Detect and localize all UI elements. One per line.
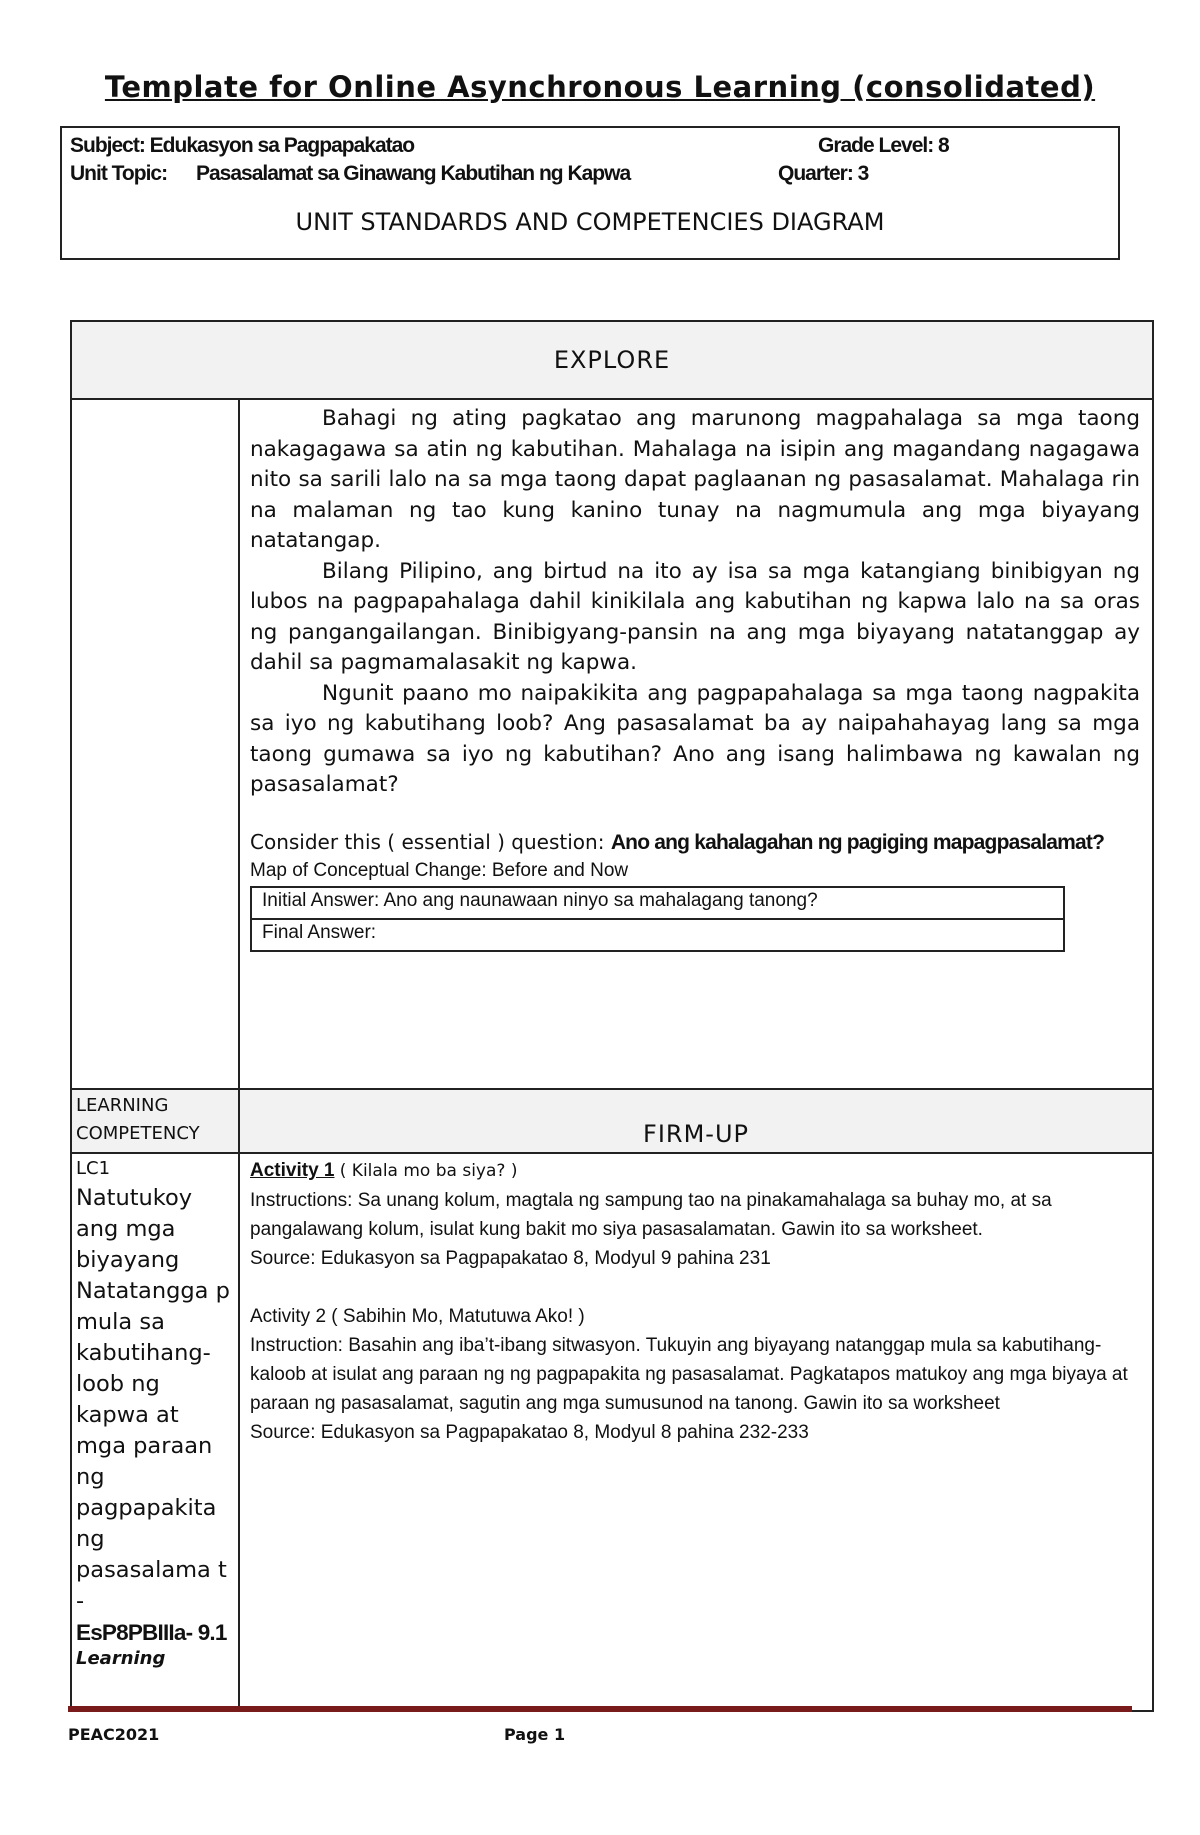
header-box (60, 126, 1120, 260)
activity-2-source: Source: Edukasyon sa Pagpapakatao 8, Modyul 8 pahina 232-233 (250, 1422, 809, 1443)
document-title: Template for Online Asynchronous Learning (consolidated) (104, 70, 1096, 104)
activity-1-heading (250, 1156, 1142, 1186)
firm-up-heading: FIRM-UP (239, 1089, 1153, 1153)
explore-paragraph-2: Bilang Pilipino, ang birtud na ito ay isa sa mga katangiang binibigyan ng lubos na pagpapahalaga dahil kinikilala ang kabutihan ng kapwa lalo na sa oras ng pangangailangan. Binibigyang-pansin na ang mga biyayang natatanggap ay dahil sa pagmamalasakit ng kapwa. (250, 558, 1140, 675)
footer-label: PEAC2021 (68, 1725, 160, 1744)
answer-table (250, 886, 1065, 952)
activity-1-title: Activity 1 (250, 1160, 335, 1181)
lc-code: EsP8PBIIIa- 9.1 (76, 1620, 227, 1645)
subject-label: Subject: Edukasyon sa Pagpapakatao (70, 134, 415, 157)
map-label: Map of Conceptual Change: Before and Now (250, 859, 629, 881)
activity-2-instructions: Instruction: Basahin ang iba’t-ibang sitwasyon. Tukuyin ang biyayang natanggap mula sa kabutihang-kaloob at isulat ang paraan ng ng pagpapakita ng pasasalamat. Pagkatapos matukoy ang mga biyaya at paraan ng pasasalamat, sagutin ang mga sumusunod na tanong. Gawin ito sa worksheet (250, 1335, 1128, 1414)
explore-body (239, 399, 1153, 1089)
activity-1-source: Source: Edukasyon sa Pagpapakatao 8, Modyul 9 pahina 231 (250, 1248, 771, 1269)
explore-heading: EXPLORE (71, 321, 1153, 399)
explore-left-cell (71, 399, 239, 1089)
unit-topic-value: Pasasalamat sa Ginawang Kabutihan ng Kapwa (196, 162, 631, 185)
learning-competency-cell (71, 1153, 239, 1711)
learning-competency-heading: LEARNING COMPETENCY (71, 1089, 239, 1153)
lc-learning: Learning (76, 1648, 166, 1669)
competencies-table (70, 320, 1154, 1712)
activity-1-instructions: Instructions: Sa unang kolum, magtala ng sampung tao na pinakamahalaga sa buhay mo, at sa pangalawang kolum, isulat kung bakit mo siya pasasalamatan. Gawin ito sa worksheet. (250, 1190, 1052, 1240)
activity-1-subtitle: ( Kilala mo ba siya? ) (339, 1161, 518, 1181)
lc-text: Natutukoy ang mga biyayang Natatangga p mula sa kabutihang- loob ng kapwa at mga paraan ng pagpapakita ng pasasalama t - (76, 1185, 230, 1614)
diagram-title: UNIT STANDARDS AND COMPETENCIES DIAGRAM (295, 208, 885, 236)
footer-divider (68, 1706, 1132, 1712)
initial-answer[interactable]: Initial Answer: Ano ang naunawaan ninyo sa mahalagang tanong? (251, 887, 1064, 919)
consider-prefix: Consider this ( essential ) question: (250, 829, 605, 854)
grade-level-label: Grade Level: 8 (818, 134, 949, 157)
page-number: Page 1 (504, 1725, 566, 1744)
explore-paragraph-3: Ngunit paano mo naipakikita ang pagpapahalaga sa mga taong nagpakita sa iyo ng kabutihang loob? Ang pasasalamat ba ay naipahahayag lang sa mga taong gumawa sa iyo ng kabutihan? Ano ang isang halimbawa ng kawalan ng pasasalamat? (250, 680, 1140, 797)
explore-paragraph-1: Bahagi ng ating pagkatao ang marunong magpahalaga sa mga taong nakagagawa sa atin ng kabutihan. Mahalaga na isipin ang magandang nagagawa nito sa sarili lalo na sa mga taong dapat paglaanan ng pasasalamat. Mahalaga rin na malaman ng tao kung kanino tunay na nagmumula ang mga biyayang natatangap. (250, 406, 1140, 553)
quarter-label: Quarter: 3 (778, 162, 869, 185)
activity-2-title: Activity 2 ( Sabihin Mo, Matutuwa Ako! ) (250, 1306, 585, 1327)
essential-question: Ano ang kahalagahan ng pagiging mapagpasalamat? (610, 830, 1105, 854)
final-answer[interactable]: Final Answer: (251, 919, 1064, 951)
lc-number: LC1 (76, 1158, 111, 1179)
activities-cell (239, 1153, 1153, 1711)
essential-question-line (250, 827, 1140, 858)
unit-topic-label: Unit Topic: (70, 162, 168, 185)
